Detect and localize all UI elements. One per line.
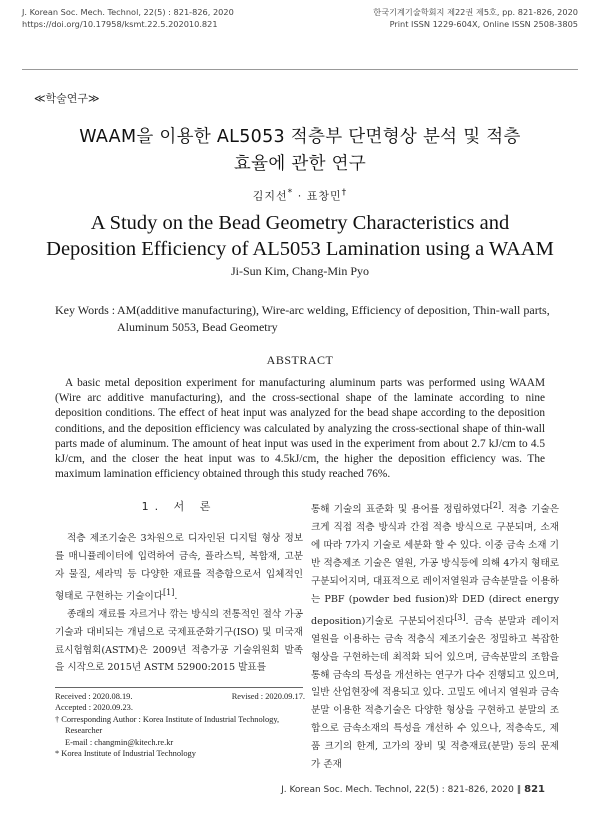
intro-paragraph-1 xyxy=(55,530,303,606)
title-korean xyxy=(40,124,560,178)
intro-p1-text: 적층 제조기술은 3차원으로 디자인된 디지털 형상 정보를 매니퓰레이터에 입력하여 금속, 플라스틱, 복합재, 고분자 물질, 세라믹 등 다양한 재료를 적층함으로서 입체적인 형태로 구현하는 기술이다 xyxy=(55,532,303,602)
p3-text-b: . 적층 기술은 크게 직접 적층 방식과 간접 적층 방식으로 구분되며, 소재에 따라 7가지 기술로 세분화 할 수 있다. 이중 금속 소재 기반 적층제조 기술은 열원, 가공 방식등에 의해 4가지 형태로 구분되어지며, 대표적으로 레이저열원과 금속분말을 이용하는 PBF (powder bed fusion)와 DED (direct energy deposition)기술로 구분되어진다 xyxy=(311,504,559,627)
doi-link[interactable]: https://doi.org/10.17958/ksmt.22.5.202010.821 xyxy=(22,19,218,29)
received-date: Received : 2020.08.19. xyxy=(55,692,133,701)
journal-citation-ko: 한국기계기술학회지 제22권 제5호, pp. 821-826, 2020 xyxy=(373,7,578,17)
author-separator: · xyxy=(293,189,307,203)
affiliation xyxy=(55,748,305,759)
left-column xyxy=(55,498,303,677)
title-english-line2: Deposition Efficiency of AL5053 Lamination using a WAAM xyxy=(46,238,554,260)
journal-header-right xyxy=(373,6,578,30)
abstract-heading: ABSTRACT xyxy=(266,353,334,367)
citation-1[interactable]: [1] xyxy=(163,587,175,597)
author-1: 김지선 xyxy=(252,189,288,203)
affiliation-text: Korea Institute of Industrial Technology xyxy=(61,749,196,759)
keywords-line1: AM(additive manufacturing), Wire-arc welding, Efficiency of deposition, Thin-wall parts, xyxy=(117,303,550,317)
authors-english: Ji-Sun Kim, Chang-Min Pyo xyxy=(230,264,369,278)
citation-3[interactable]: [3] xyxy=(454,612,466,622)
journal-header-left xyxy=(22,6,234,30)
intro-paragraph-3 xyxy=(311,497,559,774)
section-heading-introduction: 1. 서 론 xyxy=(141,500,217,513)
dagger-mark: † xyxy=(55,714,60,724)
author-2: 표창민 xyxy=(306,189,342,203)
footnote-divider xyxy=(55,687,303,688)
keywords-line2: Aluminum 5053, Bead Geometry xyxy=(117,320,278,334)
authors-korean xyxy=(0,187,600,204)
author-1-mark: * xyxy=(287,187,294,198)
revised-date: Revised : 2020.09.17. xyxy=(231,692,305,701)
intro-paragraph-2: 종래의 재료를 자르거나 깎는 방식의 전통적인 절삭 가공 기술과 대비되는 개념으로 국제표준화기구(ISO) 및 미국재료시험협회(ASTM)은 2009년 적층가공 기술위원회 발족을 시작으로 2015년 ASTM 52900:2015 발표를 xyxy=(55,608,303,674)
keywords xyxy=(55,302,560,336)
corresponding-author xyxy=(55,714,305,725)
asterisk-mark: * xyxy=(55,749,60,759)
issn-info: Print ISSN 1229-604X, Online ISSN 2508-3805 xyxy=(389,19,578,29)
title-korean-line2: 효율에 관한 연구 xyxy=(233,154,367,174)
dates-row xyxy=(55,691,305,702)
right-column xyxy=(311,497,559,774)
header-divider xyxy=(22,69,578,70)
journal-citation: J. Korean Soc. Mech. Technol, 22(5) : 821-826, 2020 xyxy=(22,7,234,17)
title-korean-line1: WAAM을 이용한 AL5053 적층부 단면형상 분석 및 적층 xyxy=(79,127,521,147)
citation-2[interactable]: [2] xyxy=(489,501,502,510)
keywords-label: Key Words : xyxy=(55,303,116,317)
page-number: 821 xyxy=(524,784,545,795)
accepted-date: Accepted : 2020.09.23. xyxy=(55,703,133,713)
page-footer xyxy=(281,784,545,795)
p3-text-c: . 금속 분말과 레이저 열원을 이용하는 금속 적층식 제조기술은 정밀하고 복잡한 형상을 구현하는데 최적화 되어 있으며, 금속분말의 조합을 통해 금속의 특성을 개선하는 연구가 다수 진행되고 있으며, 일반 산업현장에 적용되고 있다. 고밀도 에너지 열원과 금속분말 이용한 적층기술은 다양한 형상을 구현하고 분말의 조합으로 금속소재의 특성을 개선하 수 있으나, 적층속도, 제품 크기의 한계, 고가의 장비 및 적층재료(분말) 등의 문제가 존재 xyxy=(311,615,559,771)
corresponding-author-role: Researcher xyxy=(65,726,103,736)
footer-citation: J. Korean Soc. Mech. Technol, 22(5) : 821-826, 2020 ‖ xyxy=(281,785,522,795)
abstract-body: A basic metal deposition experiment for manufacturing aluminum parts was performed using WAAM (Wire arc additive manufacturing), and the cross-sectional shape of the laminate according to nine deposition conditions. The effect of heat input was analyzed for the bead shape according to the deposition conditions, and the deposition efficiency was calculated by analyzing the cross-sectional shape of thin-wall parts made of aluminum. The amount of heat input was used in the experiment from about 2.7 kJ/cm to 4.5 kJ/cm, and the closer the heat input was to 4.5kJ/cm, the higher the deposition efficiency was. The maximum lamination efficiency obtained through this study reached 76%. xyxy=(55,377,545,481)
intro-p1-end: . xyxy=(174,590,178,602)
title-english-line1: A Study on the Bead Geometry Characteristics and xyxy=(90,212,510,234)
author-2-mark: † xyxy=(341,187,348,198)
email[interactable]: E-mail : changmin@kitech.re.kr xyxy=(65,737,174,747)
p3-text-a: 통해 기술의 표준화 및 용어를 정립하였다 xyxy=(311,504,490,516)
title-english xyxy=(40,210,560,262)
corresponding-author-text: Corresponding Author : Korea Institute of Industrial Technology, xyxy=(61,714,280,724)
footnotes xyxy=(55,691,305,759)
article-category: ≪학술연구≫ xyxy=(34,92,100,105)
